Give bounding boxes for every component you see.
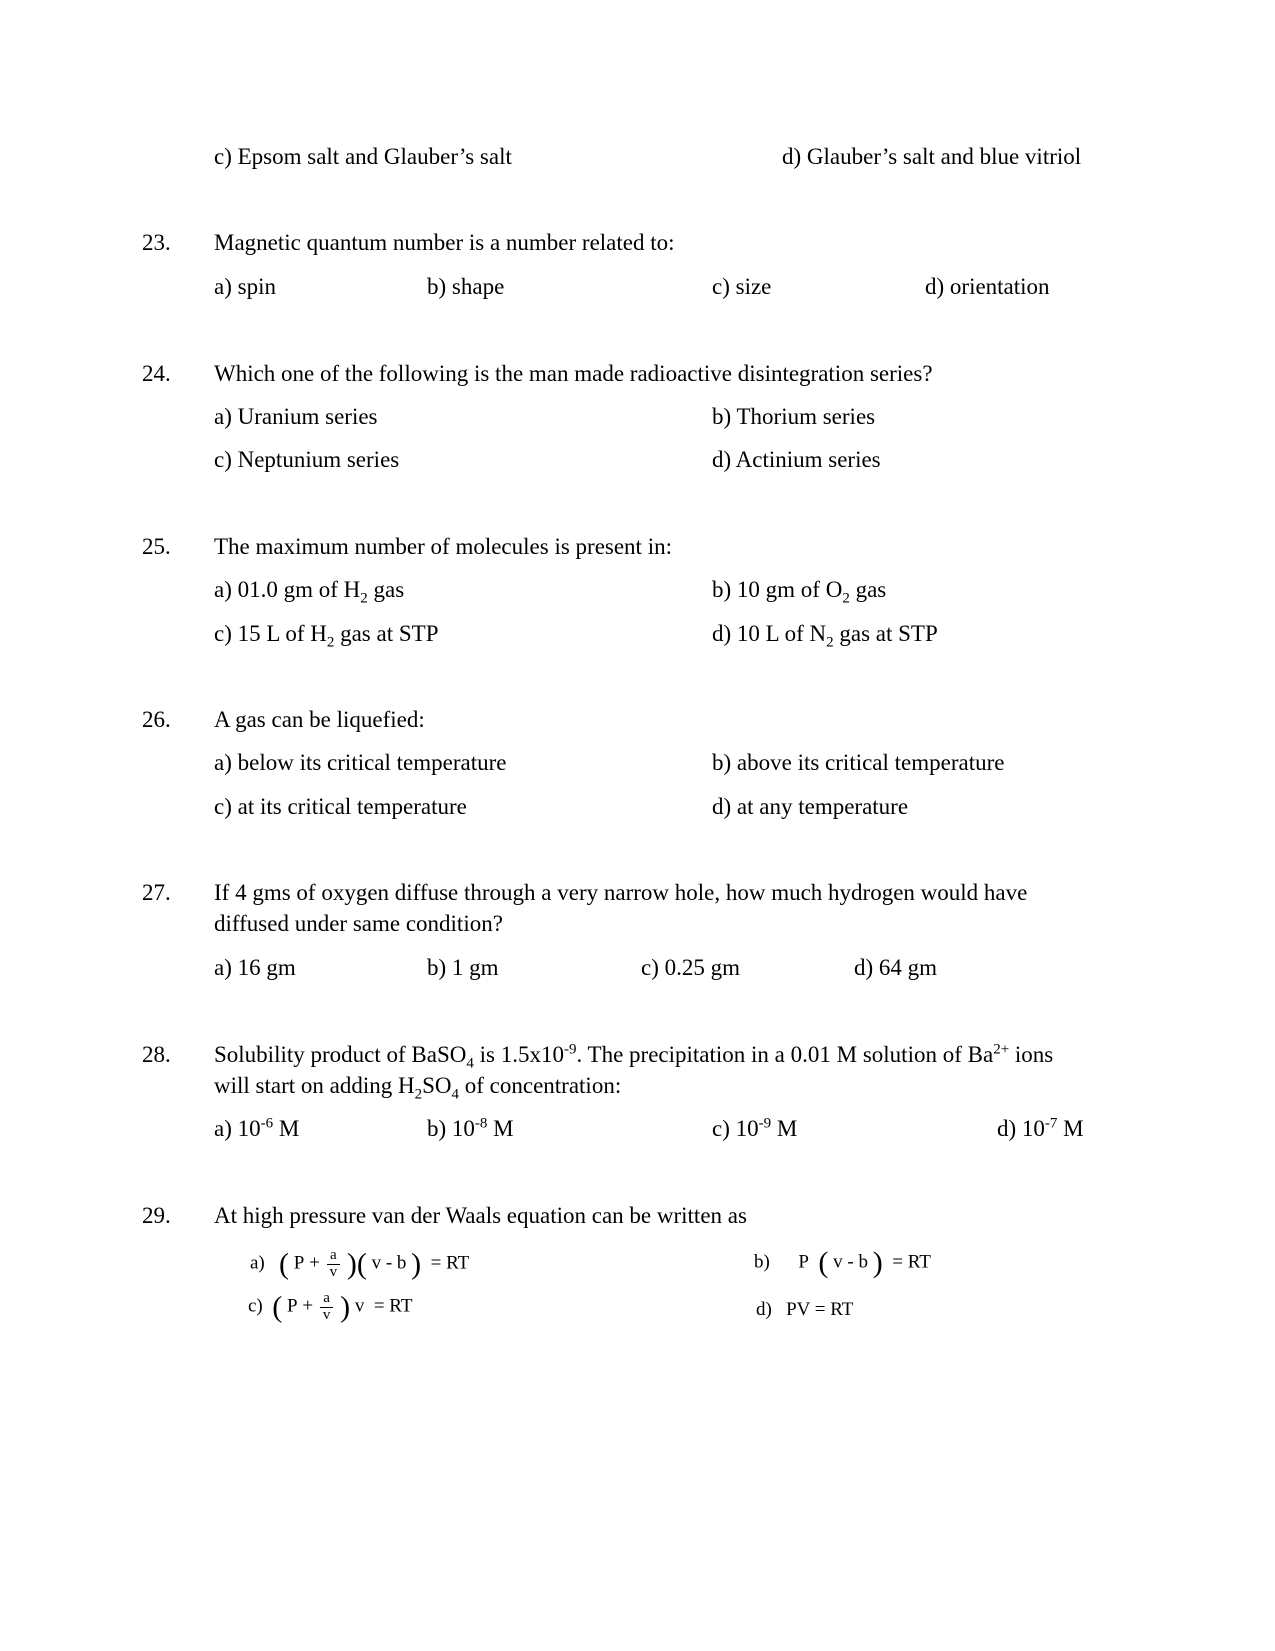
option-d: d) Actinium series xyxy=(712,447,881,472)
option-d: d) 64 gm xyxy=(854,955,938,980)
question-text-line1: If 4 gms of oxygen diffuse through a very narrow hole, how much hydrogen would have xyxy=(214,880,1028,905)
option-b: b) $10^{-8}$ M xyxy=(427,1115,514,1141)
option-d: d) 10 L of $N_2$ gas at STP xyxy=(712,621,938,651)
option-d: d) at any temperature xyxy=(712,794,909,819)
question-text: The maximum number of molecules is present in: xyxy=(214,534,672,559)
question-text: At high pressure van der Waals equation can be written as xyxy=(214,1203,747,1228)
option-b: b) shape xyxy=(427,274,505,299)
fraction-a-over-v: $\frac{a}{v}$ xyxy=(320,1291,334,1324)
option-c: c) 0.25 gm xyxy=(641,955,741,980)
question-number: 24. xyxy=(142,361,171,386)
option-d-equation: d) PV = RT xyxy=(756,1299,854,1320)
option-b: b) 1 gm xyxy=(427,955,499,980)
fraction-a-over-v: $\frac{a}{v}$ xyxy=(327,1248,341,1281)
option-a: a) Uranium series xyxy=(214,404,378,429)
question-number: 23. xyxy=(142,230,171,255)
option-a: a) 16 gm xyxy=(214,955,296,980)
option-b: b) Thorium series xyxy=(712,404,876,429)
option-d: d) orientation xyxy=(925,274,1050,299)
option-c: c) at its critical temperature xyxy=(214,794,467,819)
question-text-line2: diffused under same condition? xyxy=(214,911,503,936)
option-c: c) Neptunium series xyxy=(214,447,400,472)
option-c: c) size xyxy=(712,274,772,299)
option-b: b) above its critical temperature xyxy=(712,750,1005,775)
option-c: c) 15 L of $H_2$ gas at STP xyxy=(214,621,439,651)
question-text: Which one of the following is the man made radioactive disintegration series? xyxy=(214,361,933,386)
option-d: d) $10^{-7}$ M xyxy=(997,1115,1084,1141)
option-c-q22: c) Epsom salt and Glauber’s salt xyxy=(214,144,512,169)
option-b: b) 10 gm of $O_2$ gas xyxy=(712,577,887,607)
question-text-line1: Solubility product of BaSO$_4$ is $1.5x10^{-9}$. The precipitation in a 0.01 M solution of $Ba^{2+}$ ions xyxy=(214,1041,1054,1072)
question-number: 26. xyxy=(142,707,171,732)
question-text: A gas can be liquefied: xyxy=(214,707,425,732)
option-c: c) $10^{-9}$ M xyxy=(712,1115,798,1141)
option-a-equation: a) ( P + $\frac{a}{v}$ )( v - b ) = RT xyxy=(250,1247,470,1281)
option-b-equation: b) P ( v - b ) = RT xyxy=(754,1246,931,1279)
option-d-q22: d) Glauber’s salt and blue vitriol xyxy=(782,144,1082,169)
option-a: a) 01.0 gm of $H_2$ gas xyxy=(214,577,405,607)
option-a: a) below its critical temperature xyxy=(214,750,507,775)
option-c-equation: c) ( P + $\frac{a}{v}$ ) v = RT xyxy=(248,1290,413,1324)
question-number: 28. xyxy=(142,1042,171,1067)
question-number: 29. xyxy=(142,1203,171,1228)
question-number: 25. xyxy=(142,534,171,559)
question-number: 27. xyxy=(142,880,171,905)
question-text: Magnetic quantum number is a number related to: xyxy=(214,230,675,255)
option-a: a) $10^{-6}$ M xyxy=(214,1115,300,1141)
option-a: a) spin xyxy=(214,274,276,299)
question-text-line2: will start on adding $H_2SO_4$ of concentration: xyxy=(214,1073,622,1103)
